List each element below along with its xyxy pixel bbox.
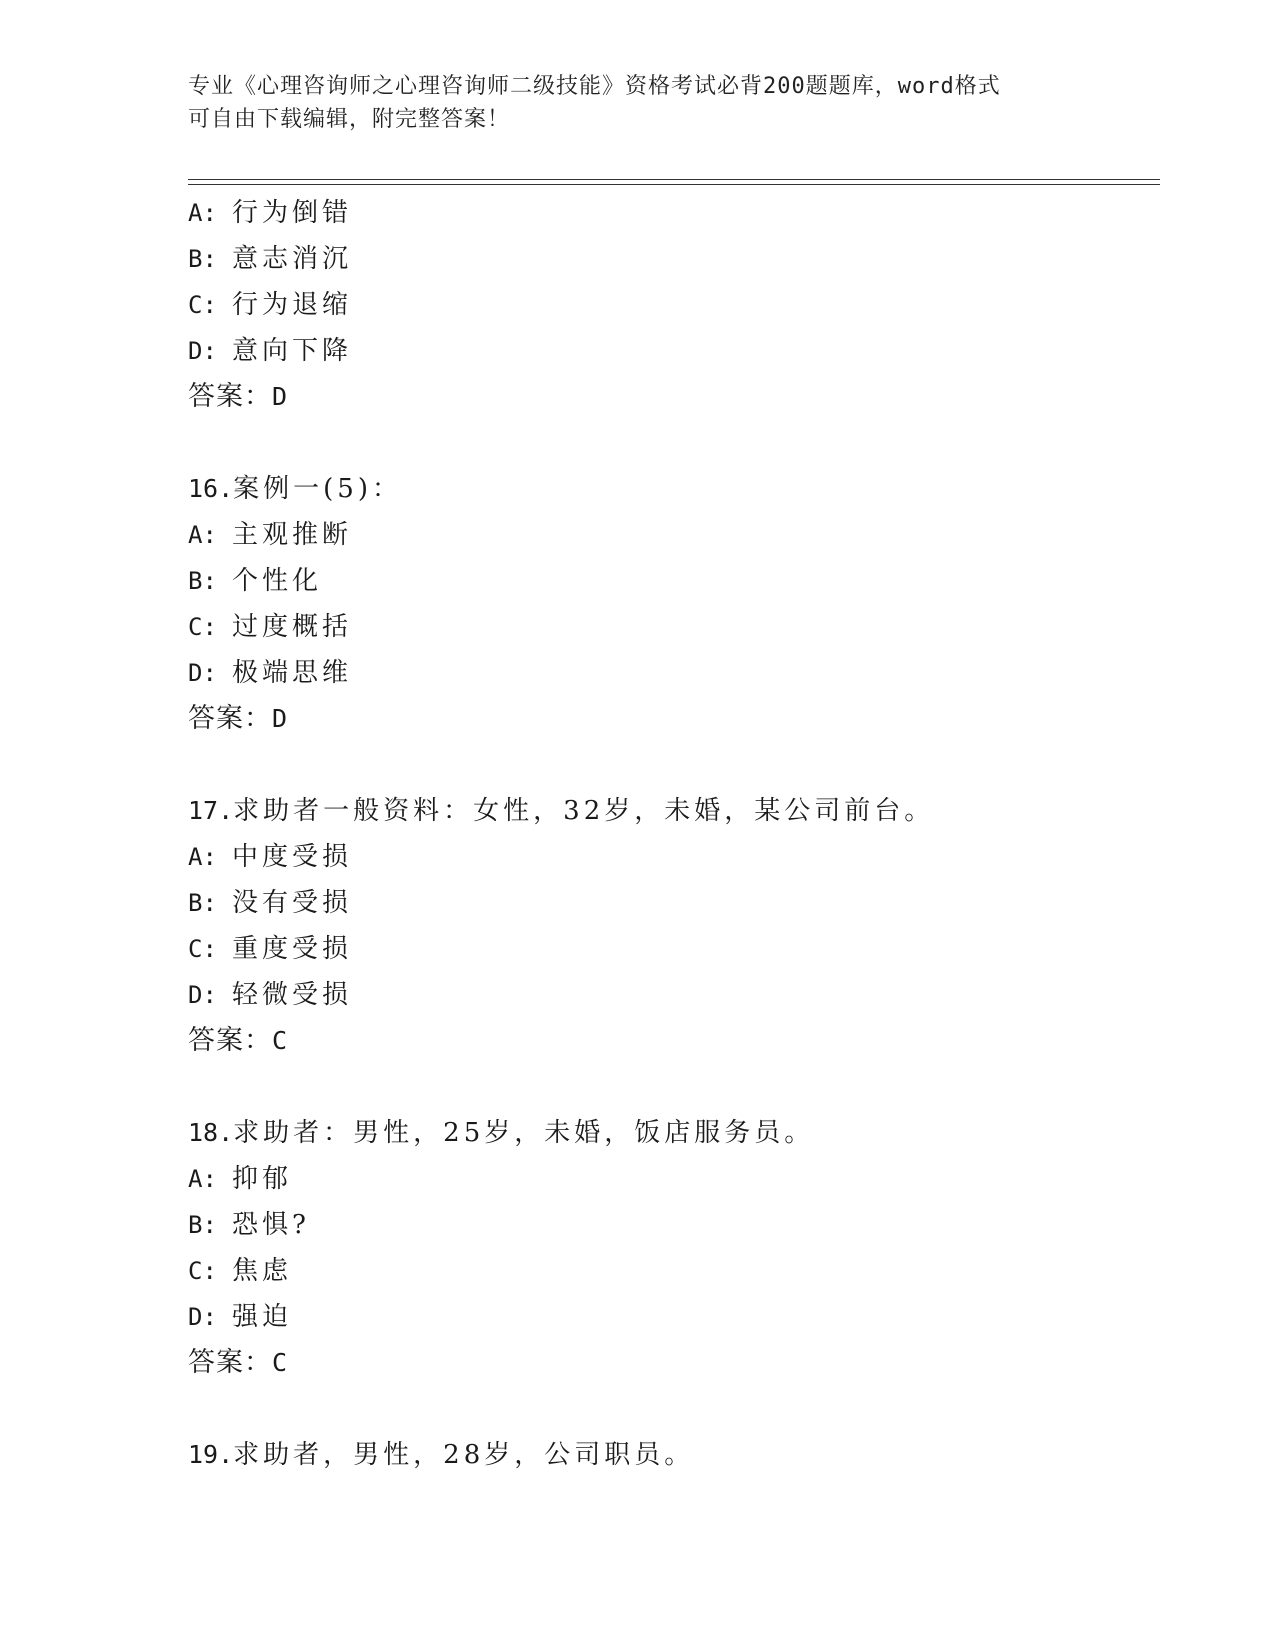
question-block-19: [188, 1432, 1148, 1478]
question-number: 16.: [188, 474, 234, 503]
answer-label: 答案：: [188, 703, 272, 734]
option-text: 焦虑: [232, 1256, 293, 1286]
option-a: [188, 190, 1148, 236]
question-block-16: [188, 466, 1148, 742]
question-stem: [188, 1432, 1148, 1478]
question-stem: [188, 788, 1148, 834]
option-text: 意志消沉: [232, 244, 353, 274]
option-letter: B:: [188, 889, 217, 917]
option-a: [188, 834, 1148, 880]
answer-label: 答案：: [188, 381, 272, 412]
question-stem: [188, 466, 1148, 512]
answer-value: C: [272, 1348, 289, 1377]
answer-label: 答案：: [188, 1347, 272, 1378]
option-letter: C:: [188, 1257, 217, 1285]
question-text: 案例一(5)：: [233, 474, 402, 504]
question-block-18: [188, 1110, 1148, 1386]
option-letter: A:: [188, 843, 217, 871]
option-d: [188, 972, 1148, 1018]
option-letter: D:: [188, 981, 217, 1009]
question-block-15: [188, 190, 1148, 420]
option-text: 行为退缩: [232, 290, 353, 320]
question-text: 求助者，男性，28岁，公司职员。: [233, 1440, 695, 1470]
option-letter: C:: [188, 935, 217, 963]
answer-line: [188, 696, 1148, 742]
option-text: 恐惧?: [232, 1210, 310, 1240]
option-c: [188, 282, 1148, 328]
document-header: [188, 70, 1108, 136]
option-letter: A:: [188, 199, 217, 227]
option-b: [188, 880, 1148, 926]
option-text: 极端思维: [232, 658, 353, 688]
option-letter: B:: [188, 245, 217, 273]
option-letter: D:: [188, 659, 217, 687]
option-letter: B:: [188, 1211, 217, 1239]
option-c: [188, 1248, 1148, 1294]
question-list: [188, 190, 1148, 1478]
option-letter: C:: [188, 291, 217, 319]
option-a: [188, 512, 1148, 558]
option-letter: D:: [188, 1303, 217, 1331]
option-letter: A:: [188, 1165, 217, 1193]
question-number: 19.: [188, 1440, 234, 1469]
option-text: 行为倒错: [232, 198, 353, 228]
option-d: [188, 650, 1148, 696]
question-block-17: [188, 788, 1148, 1064]
header-line-1: 专业《心理咨询师之心理咨询师二级技能》资格考试必背200题题库，word格式: [188, 74, 1001, 99]
question-stem: [188, 1110, 1148, 1156]
answer-value: D: [272, 382, 289, 411]
option-letter: D:: [188, 337, 217, 365]
header-divider-bottom: [188, 184, 1160, 185]
option-text: 过度概括: [232, 612, 353, 642]
option-text: 中度受损: [232, 842, 353, 872]
answer-value: D: [272, 704, 289, 733]
option-d: [188, 1294, 1148, 1340]
answer-line: [188, 1018, 1148, 1064]
option-c: [188, 926, 1148, 972]
option-letter: C:: [188, 613, 217, 641]
header-divider-top: [188, 179, 1160, 180]
option-text: 强迫: [232, 1302, 293, 1332]
option-a: [188, 1156, 1148, 1202]
question-text: 求助者一般资料：女性，32岁，未婚，某公司前台。: [233, 796, 935, 826]
option-d: [188, 328, 1148, 374]
option-text: 意向下降: [232, 336, 353, 366]
answer-label: 答案：: [188, 1025, 272, 1056]
option-text: 个性化: [232, 566, 323, 596]
answer-line: [188, 374, 1148, 420]
option-b: [188, 236, 1148, 282]
option-letter: B:: [188, 567, 217, 595]
option-c: [188, 604, 1148, 650]
option-text: 轻微受损: [232, 980, 353, 1010]
question-number: 18.: [188, 1118, 234, 1147]
question-number: 17.: [188, 796, 234, 825]
option-text: 重度受损: [232, 934, 353, 964]
question-text: 求助者：男性，25岁，未婚，饭店服务员。: [233, 1118, 815, 1148]
option-b: [188, 1202, 1148, 1248]
answer-value: C: [272, 1026, 289, 1055]
option-letter: A:: [188, 521, 217, 549]
option-text: 没有受损: [232, 888, 353, 918]
option-text: 主观推断: [232, 520, 353, 550]
answer-line: [188, 1340, 1148, 1386]
option-b: [188, 558, 1148, 604]
option-text: 抑郁: [232, 1164, 293, 1194]
header-line-2: 可自由下载编辑，附完整答案！: [188, 107, 511, 132]
